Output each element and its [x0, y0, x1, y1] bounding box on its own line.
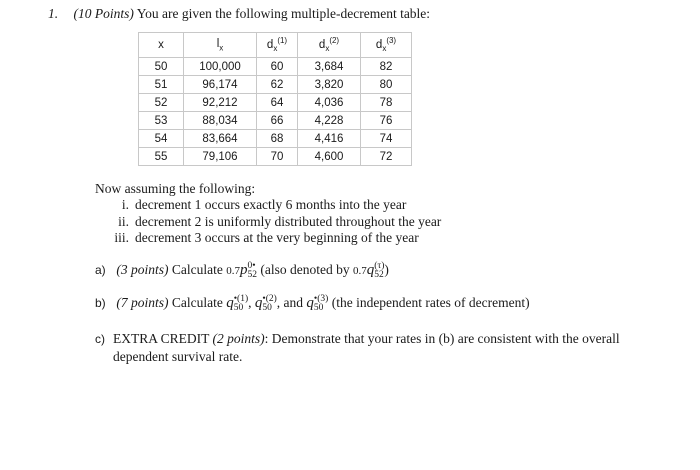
- symbol-b-q3-indices: •(3) 50: [313, 294, 329, 313]
- question-c-label: c): [95, 332, 105, 346]
- cell-dx1: 70: [257, 148, 298, 166]
- cell-x: 51: [139, 76, 184, 94]
- table-row: [139, 94, 412, 112]
- symbol-b-q2-indices: •(2) 50: [262, 294, 277, 313]
- question-c-text-1: : Demonstrate that your rates in (b) are consistent with the overall: [264, 331, 620, 346]
- cell-dx2: 4,228: [298, 112, 361, 130]
- cell-dx2: 4,036: [298, 94, 361, 112]
- header-lx: $l_x$: [184, 33, 257, 58]
- cell-dx1: 60: [257, 58, 298, 76]
- problem-statement: You are given the following multiple-decrement table:: [136, 6, 431, 21]
- cell-dx3: 74: [361, 130, 412, 148]
- cell-dx3: 78: [361, 94, 412, 112]
- list-numeral: ii.: [118, 213, 129, 229]
- symbol-a-indices: 0• 52: [247, 261, 257, 280]
- symbol-a-prefix: 0.7: [226, 265, 240, 278]
- header-dx1: $d_x^{(1)}$: [257, 33, 298, 58]
- symbol-b-q1-indices: •(1) 50: [233, 294, 249, 313]
- list-item: [95, 230, 441, 247]
- cell-lx: 100,000: [184, 58, 257, 76]
- list-item: [95, 214, 441, 231]
- cell-lx: 83,664: [184, 130, 257, 148]
- cell-dx1: 64: [257, 94, 298, 112]
- cell-dx2: 3,820: [298, 76, 361, 94]
- question-a-points: (3 points): [116, 262, 169, 278]
- question-b-end: (the independent rates of decrement): [331, 295, 530, 311]
- cell-dx3: 80: [361, 76, 412, 94]
- cell-x: 50: [139, 58, 184, 76]
- cell-x: 53: [139, 112, 184, 130]
- list-text: decrement 3 occurs at the very beginning of the year: [135, 230, 419, 245]
- question-a-end: ): [384, 262, 389, 278]
- cell-dx1: 68: [257, 130, 298, 148]
- table-row: [139, 76, 412, 94]
- list-text: decrement 2 is uniformly distributed throughout the year: [135, 213, 442, 229]
- table-row: [139, 148, 412, 166]
- question-b-points: (7 points): [116, 295, 169, 311]
- problem-number: 1.: [48, 6, 59, 21]
- header-dx3: $d_x^{(3)}$: [361, 33, 412, 58]
- list-numeral: i.: [121, 197, 129, 212]
- assumptions-list: [95, 197, 441, 247]
- table-row: [139, 130, 412, 148]
- cell-lx: 92,212: [184, 94, 257, 112]
- table-row: [139, 112, 412, 130]
- list-numeral: iii.: [114, 230, 129, 245]
- question-c-text-2: dependent survival rate.: [113, 349, 243, 364]
- question-b-text: Calculate: [171, 295, 223, 311]
- table-header-row: [139, 33, 412, 58]
- question-a-text: Calculate: [171, 262, 223, 278]
- question-b-label: b): [95, 296, 106, 311]
- symbol-b-q2-main: q: [254, 295, 263, 312]
- cell-dx2: 3,684: [298, 58, 361, 76]
- symbol-b-q1-main: q: [226, 295, 234, 312]
- assumptions-intro: Now assuming the following:: [95, 181, 256, 196]
- question-a-label: a): [95, 263, 106, 278]
- separator-1: ,: [248, 295, 252, 311]
- question-c: [95, 330, 620, 365]
- problem-header: [48, 6, 430, 22]
- cell-dx2: 4,416: [298, 130, 361, 148]
- question-c-points: (2 points): [212, 331, 265, 346]
- list-text: decrement 1 occurs exactly 6 months into the year: [135, 197, 407, 212]
- multiple-decrement-table: [138, 32, 412, 166]
- problem-points: (10 Points): [73, 6, 134, 21]
- cell-dx3: 72: [361, 148, 412, 166]
- cell-dx3: 82: [361, 58, 412, 76]
- cell-x: 55: [139, 148, 184, 166]
- cell-x: 52: [139, 94, 184, 112]
- symbol-a-alt-prefix: 0.7: [352, 265, 367, 278]
- cell-lx: 88,034: [184, 112, 257, 130]
- cell-lx: 96,174: [184, 76, 257, 94]
- question-c-lead: EXTRA CREDIT: [113, 331, 210, 346]
- cell-x: 54: [139, 130, 184, 148]
- question-b: [95, 295, 530, 313]
- separator-2: , and: [276, 295, 304, 311]
- symbol-a-alt-main: q: [366, 262, 375, 279]
- cell-dx3: 76: [361, 112, 412, 130]
- header-x: x: [139, 33, 184, 58]
- symbol-a-main: p: [239, 262, 248, 279]
- cell-dx1: 62: [257, 76, 298, 94]
- question-a: [95, 262, 389, 280]
- symbol-b-q3-main: q: [306, 295, 314, 312]
- cell-dx2: 4,600: [298, 148, 361, 166]
- table-row: [139, 58, 412, 76]
- header-dx2: $d_x^{(2)}$: [298, 33, 361, 58]
- cell-dx1: 66: [257, 112, 298, 130]
- cell-lx: 79,106: [184, 148, 257, 166]
- question-a-middle: (also denoted by: [260, 262, 350, 278]
- list-item: [95, 197, 441, 214]
- symbol-a-alt-indices: (τ) 52: [374, 261, 385, 280]
